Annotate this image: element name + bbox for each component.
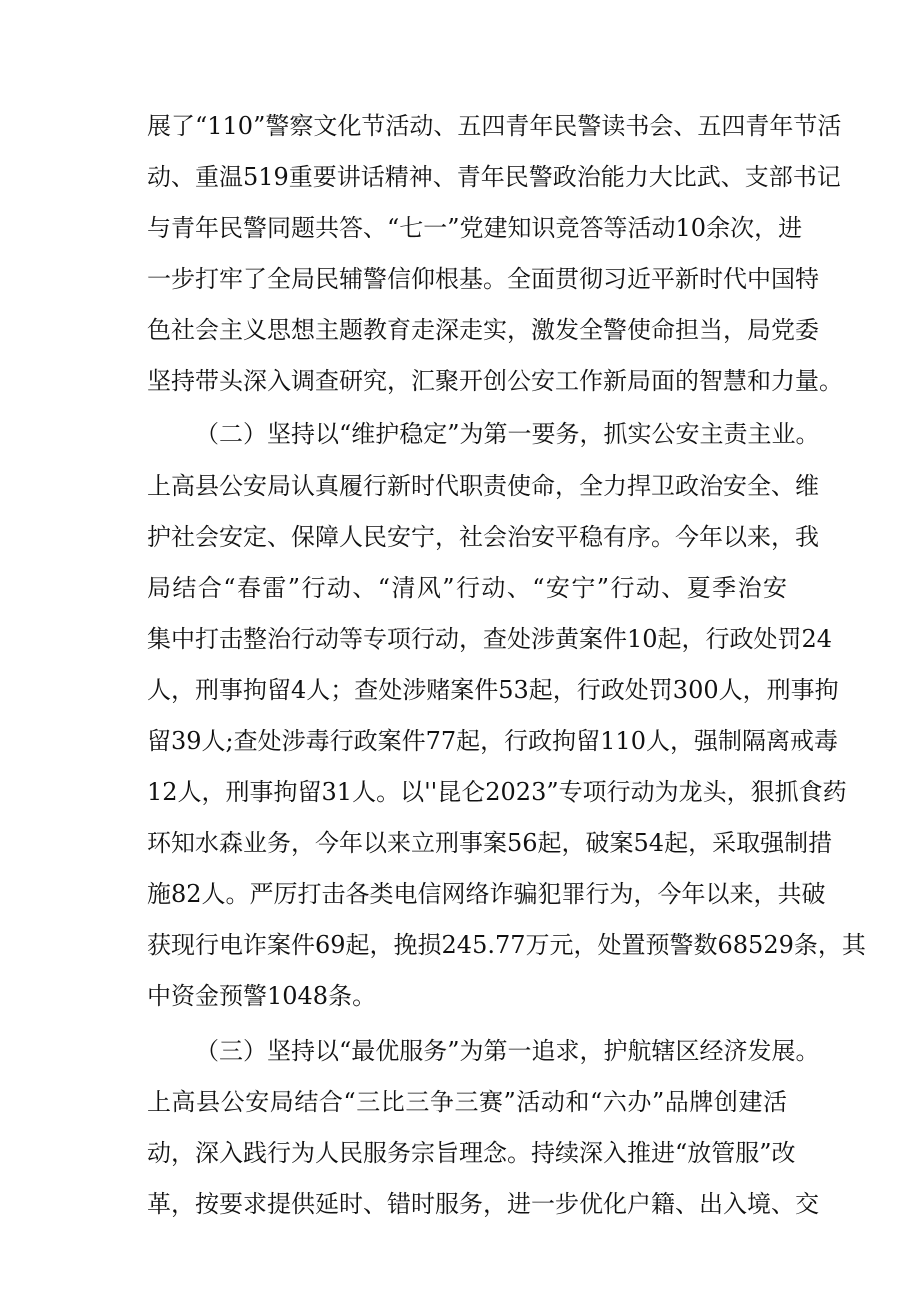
text-line-1: 展了“110”警察文化节活动、五四青年民警读书会、五四青年节活 [147, 112, 842, 140]
text-line-5: 色社会主义思想主题教育走深走实，激发全警使命担当，局党委 [147, 316, 819, 344]
text-line-3: 与青年民警同题共答、“七一”党建知识竞答等活动10余次，进 [147, 214, 803, 242]
text-line-4: 一步打牢了全局民辅警信仰根基。全面贯彻习近平新时代中国特 [147, 265, 819, 293]
text-line-17: 获现行电诈案件69起，挽损245.77万元，处置预警数68529条，其 [147, 931, 866, 959]
text-line-8: 上高县公安局认真履行新时代职责使命，全力捍卫政治安全、维 [147, 472, 819, 500]
text-line-11: 集中打击整治行动等专项行动，查处涉黄案件10起，行政处罚24 [147, 625, 833, 653]
text-line-22: 革，按要求提供延时、错时服务，进一步优化户籍、出入境、交 [147, 1190, 819, 1218]
text-line-14: 12人，刑事拘留31人。以''昆仑2023”专项行动为龙头，狠抓食药 [147, 778, 847, 806]
text-line-10: 局结合“春雷”行动、“清风”行动、“安宁”行动、夏季治安 [147, 574, 787, 602]
text-line-21: 动，深入践行为人民服务宗旨理念。持续深入推进“放管服”改 [147, 1139, 796, 1167]
text-line-15: 环知水森业务，今年以来立刑事案56起，破案54起，采取强制措 [147, 829, 833, 857]
text-line-16: 施82人。严厉打击各类电信网络诈骗犯罪行为，今年以来，共破 [147, 880, 826, 908]
text-line-6: 坚持带头深入调查研究，汇聚开创公安工作新局面的智慧和力量。 [147, 367, 843, 395]
text-line-2: 动、重温519重要讲话精神、青年民警政治能力大比武、支部书记 [147, 163, 841, 191]
text-line-12: 人，刑事拘留4人；查处涉赌案件53起，行政处罚300人，刑事拘 [147, 676, 839, 704]
text-line-9: 护社会安定、保障人民安宁，社会治安平稳有序。今年以来，我 [147, 523, 819, 551]
text-line-18: 中资金预警1048条。 [147, 982, 377, 1010]
text-line-20: 上高县公安局结合“三比三争三赛”活动和“六办”品牌创建活 [147, 1088, 787, 1116]
text-line-13: 留39人;查处涉毒行政案件77起，行政拘留110人，强制隔离戒毒 [147, 727, 838, 755]
section-heading-3: （三）坚持以“最优服务”为第一追求，护航辖区经济发展。 [195, 1037, 820, 1065]
section-heading-2: （二）坚持以“维护稳定”为第一要务，抓实公安主责主业。 [195, 420, 820, 448]
